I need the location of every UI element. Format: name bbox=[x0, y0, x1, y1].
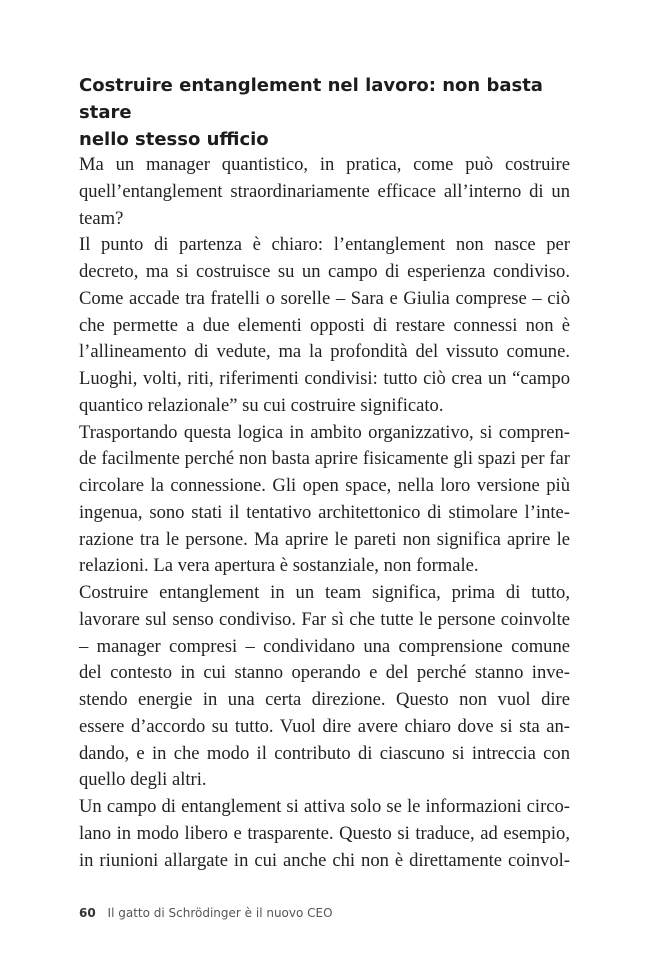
text-line: razione tra le persone. Ma aprire le pareti non significa aprire le bbox=[79, 528, 570, 550]
text-line: stendo energie in una certa direzione. Questo non vuol dire bbox=[79, 689, 570, 710]
text-line: – manager compresi – condividano una comprensione comune bbox=[79, 635, 570, 657]
text-line: ingenua, sono stati il tentativo architettonico di stimolare l’inte- bbox=[79, 501, 570, 523]
body-text bbox=[79, 152, 570, 874]
text-line: l’allineamento di vedute, ma la profondità del vissuto comune. bbox=[79, 341, 570, 363]
text-line: in riunioni allargate in cui anche chi non è direttamente coinvol- bbox=[79, 849, 570, 871]
text-line: circolare la connessione. Gli open space, nella loro versione più bbox=[79, 475, 570, 496]
text-line: Costruire entanglement in un team significa, prima di tutto, bbox=[79, 582, 570, 603]
text-line: lano in modo libero e trasparente. Questo si traduce, ad esempio, bbox=[79, 822, 570, 844]
text-line: Come accade tra fratelli o sorelle – Sara e Giulia comprese – ciò bbox=[79, 287, 570, 309]
text-line: relazioni. La vera apertura è sostanziale, non formale. bbox=[79, 555, 479, 577]
text-line: dando, e in che modo il contributo di ciascuno si intreccia con bbox=[79, 742, 570, 764]
text-line: decreto, ma si costruisce su un campo di esperienza condiviso. bbox=[79, 261, 570, 282]
text-line: Un campo di entanglement si attiva solo se le informazioni circo- bbox=[79, 796, 570, 817]
text-line: Trasportando questa logica in ambito organizzativo, si compren- bbox=[79, 421, 570, 443]
text-line: quantico relazionale” su cui costruire significato. bbox=[79, 394, 444, 416]
section-heading-line-1: Costruire entanglement nel lavoro: non basta stare bbox=[79, 75, 543, 123]
text-line: quello degli altri. bbox=[79, 769, 207, 791]
text-line: Il punto di partenza è chiaro: l’entanglement non nasce per bbox=[79, 234, 570, 256]
text-line: Ma un manager quantistico, in pratica, come può costruire bbox=[79, 154, 570, 175]
text-line: del contesto in cui stanno operando e del perché stanno inve- bbox=[79, 662, 570, 684]
text-line: team? bbox=[79, 207, 124, 229]
text-line: lavorare sul senso condiviso. Far sì che tutte le persone coinvolte bbox=[79, 608, 570, 630]
text-line: de facilmente perché non basta aprire fisicamente gli spazi per far bbox=[79, 448, 570, 470]
text-line: quell’entanglement straordinariamente efficace all’interno di un bbox=[79, 180, 570, 202]
section-heading-line-2: nello stesso ufficio bbox=[79, 129, 269, 150]
text-line: che permette a due elementi opposti di restare connessi non è bbox=[79, 314, 570, 336]
page-footer bbox=[79, 906, 333, 920]
text-line: Luoghi, volti, riti, riferimenti condivisi: tutto ciò crea un “campo bbox=[79, 368, 570, 389]
running-title: Il gatto di Schrödinger è il nuovo CEO bbox=[107, 906, 333, 920]
section-heading bbox=[79, 72, 579, 153]
text-line: essere d’accordo su tutto. Vuol dire avere chiaro dove si sta an- bbox=[79, 715, 570, 737]
page-number: 60 bbox=[79, 906, 96, 920]
